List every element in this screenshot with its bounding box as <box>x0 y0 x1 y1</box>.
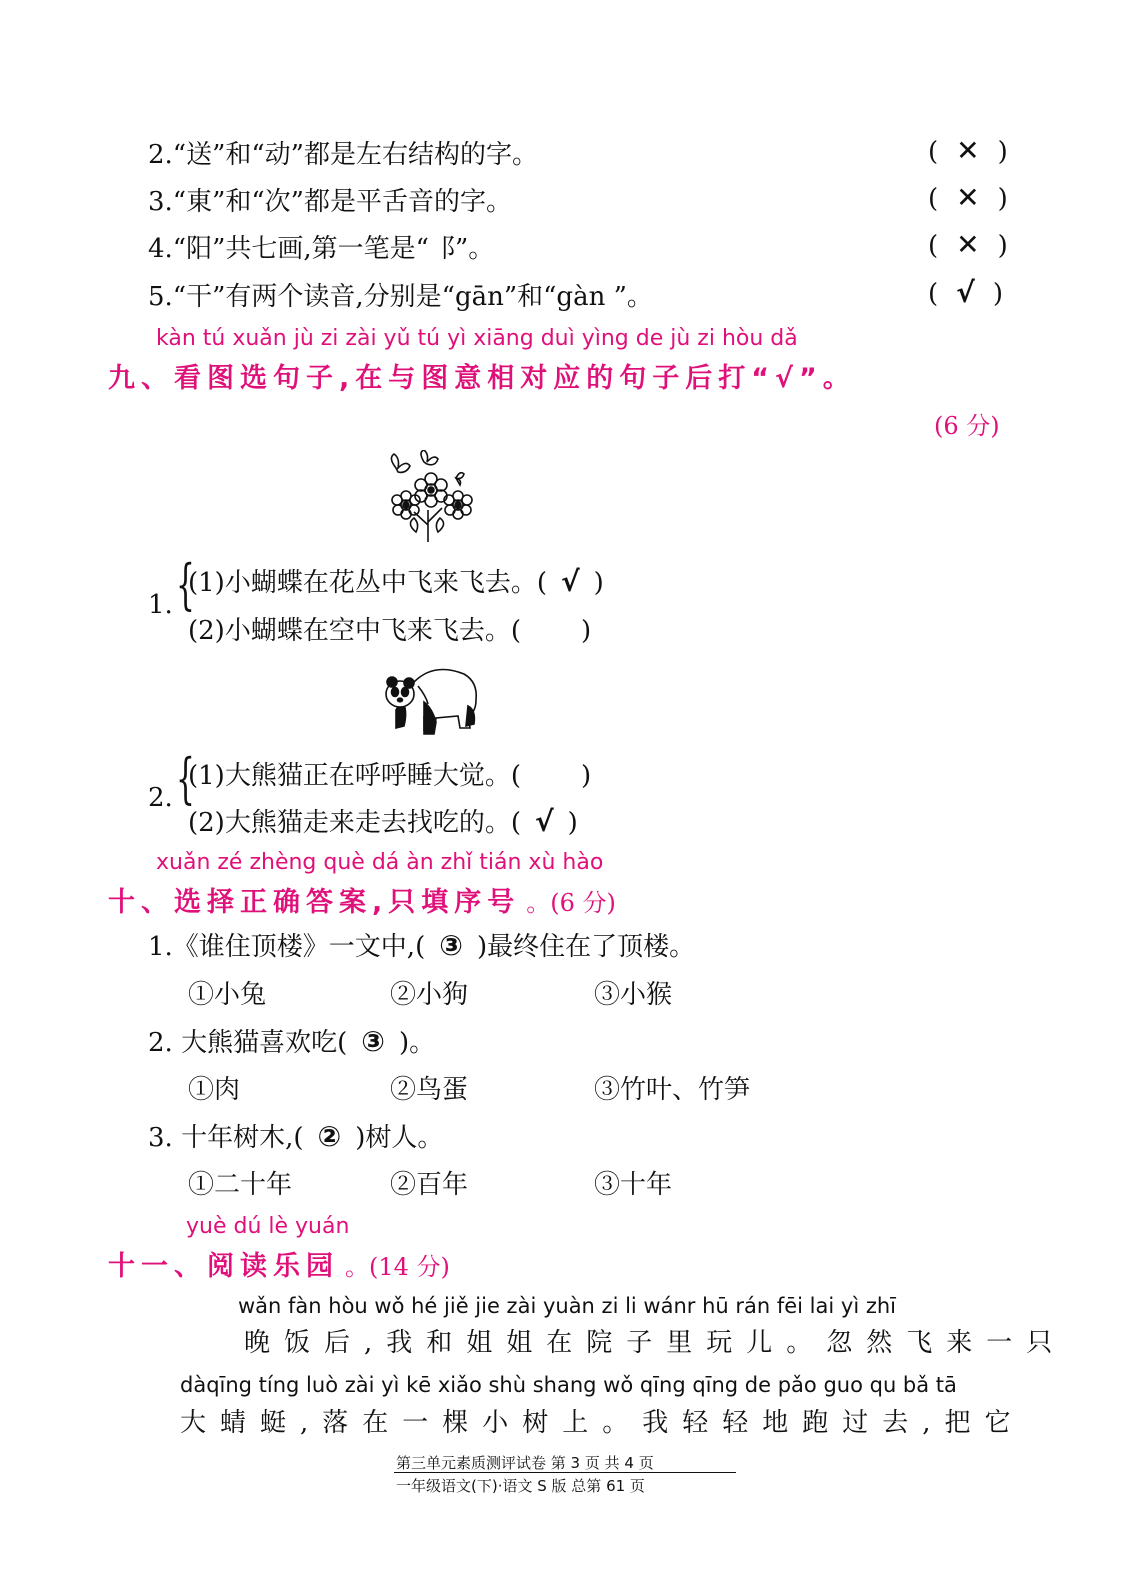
group1-item2: (2)小蝴蝶在空中飞来飞去。( ) <box>188 616 592 646</box>
s10-q2-option-a: ①肉 <box>188 1075 241 1105</box>
passage-line1-pinyin: wǎn fàn hòu wǒ hé jiě jie zài yuàn zi li wánr hū rán fēi lai yì zhī <box>238 1294 897 1318</box>
judge-item-3: 3.“東”和“次”都是平舌音的字。 <box>148 187 512 217</box>
judge-item-2: 2.“送”和“动”都是左右结构的字。 <box>148 140 538 170</box>
group1-item1: (1)小蝴蝶在花丛中飞来飞去。( √ ) <box>188 565 604 598</box>
section9-title: 九、看图选句子,在与图意相对应的句子后打“√”。 <box>108 363 856 394</box>
s10-answer-2: ③ <box>361 1025 385 1058</box>
judge-item-5: 5.“干”有两个读音,分别是“gān”和“gàn ”。 <box>148 282 653 312</box>
passage-line2-text: 大蜻蜓,落在一棵小树上。我轻轻地跑过去,把它 <box>180 1408 1025 1438</box>
section11-title: 十一、阅读乐园 <box>108 1251 339 1282</box>
s10-question-2: 2. 大熊猫喜欢吃( ③ )。 <box>148 1025 436 1058</box>
footer-line1: 第三单元素质测评试卷 第 3 页 共 4 页 <box>396 1454 654 1472</box>
judge-item-4: 4.“阳”共七画,第一笔是“⻏”。 <box>148 234 495 264</box>
section9-score: (6 分) <box>934 412 1000 440</box>
group1-brace: { <box>176 553 195 616</box>
section11-heading <box>108 1244 450 1283</box>
group2-brace: { <box>176 747 195 810</box>
group2-number: 2. <box>148 783 173 813</box>
judge-paren-2: ( ✕ ) <box>928 134 1008 167</box>
s10-q1-option-b: ②小狗 <box>390 980 469 1010</box>
group1-item1-answer: √ <box>560 565 580 598</box>
judge-paren-3: ( ✕ ) <box>928 181 1008 214</box>
section11-score: 。(14 分) <box>345 1253 450 1281</box>
group2-item2: (2)大熊猫走来走去找吃的。( √ ) <box>188 805 578 838</box>
group2-item1: (1)大熊猫正在呼呼睡大觉。( ) <box>188 761 592 791</box>
section10-pinyin: xuǎn zé zhèng què dá àn zhǐ tián xù hào <box>156 850 604 875</box>
s10-q2-option-c: ③竹叶、竹笋 <box>594 1075 751 1105</box>
s10-question-3: 3. 十年树木,( ② )树人。 <box>148 1120 444 1153</box>
judge-answer-4: ✕ <box>956 228 980 261</box>
section10-heading <box>108 880 616 919</box>
s10-q3-option-c: ③十年 <box>594 1170 673 1200</box>
judge-answer-3: ✕ <box>956 181 980 214</box>
s10-q3-option-b: ②百年 <box>390 1170 469 1200</box>
group2-item2-answer: √ <box>534 805 554 838</box>
judge-answer-2: ✕ <box>956 134 980 167</box>
judge-paren-5: ( √ ) <box>928 276 1003 309</box>
footer-divider <box>394 1472 736 1473</box>
s10-question-1: 1.《谁住顶楼》一文中,( ③ )最终住在了顶楼。 <box>148 929 696 962</box>
group1-number: 1. <box>148 590 173 620</box>
s10-q1-option-a: ①小兔 <box>188 980 267 1010</box>
s10-q3-option-a: ①二十年 <box>188 1170 293 1200</box>
flower-butterfly-image <box>376 450 486 545</box>
panda-image <box>384 660 482 738</box>
section10-title: 十、选择正确答案,只填序号 <box>108 887 521 918</box>
footer-line2: 一年级语文(下)·语文 S 版 总第 61 页 <box>396 1477 645 1495</box>
section10-score: 。(6 分) <box>526 889 616 917</box>
s10-q2-option-b: ②鸟蛋 <box>390 1075 469 1105</box>
s10-answer-3: ② <box>317 1120 342 1153</box>
s10-answer-1: ③ <box>439 929 463 962</box>
passage-line2-pinyin: dàqīng tíng luò zài yì kē xiǎo shù shang wǒ qīng qīng de pǎo guo qu bǎ tā <box>180 1373 957 1397</box>
passage-line1-text: 晚饭后,我和姐姐在院子里玩儿。忽然飞来一只 <box>244 1328 1067 1358</box>
section11-pinyin: yuè dú lè yuán <box>186 1214 350 1239</box>
s10-q1-option-c: ③小猴 <box>594 980 673 1010</box>
judge-answer-5: √ <box>956 276 975 309</box>
judge-paren-4: ( ✕ ) <box>928 228 1008 261</box>
section9-pinyin: kàn tú xuǎn jù zi zài yǔ tú yì xiāng duì yìng de jù zi hòu dǎ <box>156 326 798 351</box>
